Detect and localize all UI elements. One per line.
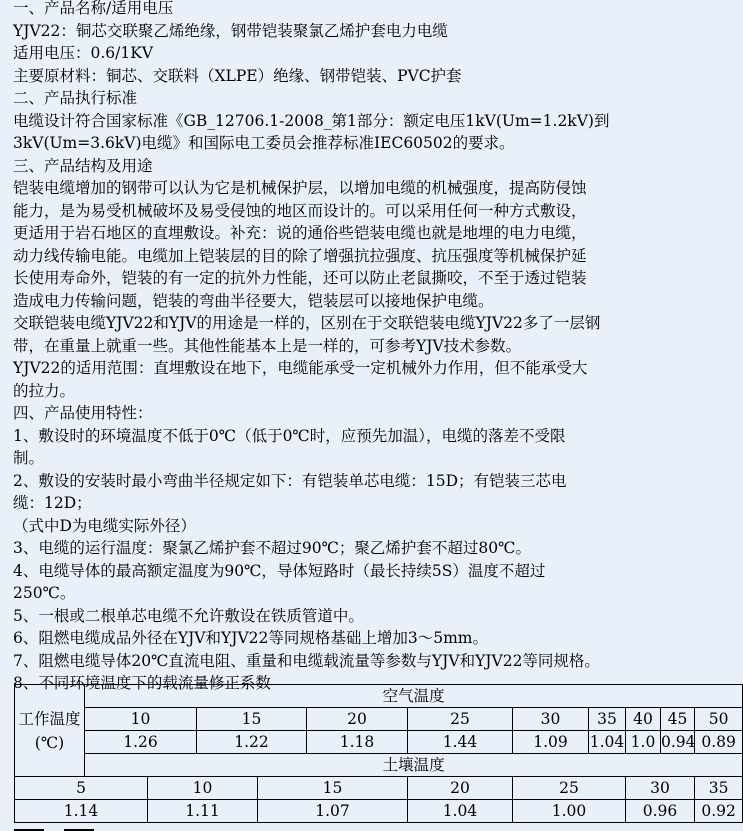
- text-line: 4、电缆导体的最高额定温度为90℃，导体短路时（最长持续5S）温度不超过: [13, 561, 546, 580]
- soil-temperature-row: [15, 777, 743, 800]
- air-temperature-row: [15, 708, 743, 731]
- soil-factor-cell: 1.11: [148, 800, 258, 823]
- text-line: 适用电压：0.6/1KV: [13, 44, 154, 62]
- soil-factor-cell: 1.07: [258, 800, 408, 823]
- soil-temp-cell: 5: [15, 777, 148, 800]
- text-line: 3、电缆的运行温度：聚氯乙烯护套不超过90℃；聚乙烯护套不超过80℃。: [13, 539, 531, 557]
- text-line: 带，在重量上就重一些。其他性能基本上是一样的，可参考YJV技术参数。: [13, 336, 522, 355]
- text-line: 缆：12D；: [13, 494, 92, 512]
- air-factor-cell: 0.89: [695, 731, 743, 754]
- air-temp-cell: 40: [626, 708, 661, 731]
- correction-factor-table: [14, 684, 743, 823]
- air-factor-cell: 1.18: [307, 731, 408, 754]
- text-line: 主要原材料：铜芯、交联料（XLPE）绝缘、钢带铠装、PVC护套: [13, 66, 462, 85]
- text-line: 动力线传输电能。电缆加上铠装层的目的除了增强抗拉强度、抗压强度等机械保护延: [13, 246, 587, 265]
- text-line: 8、不同环境温度下的载流量修正系数: [13, 674, 271, 692]
- text-line: 1、敷设时的环境温度不低于0℃（低于0℃时，应预先加温），电缆的落差不受限: [13, 426, 566, 445]
- air-factor-cell: 1.22: [197, 731, 307, 754]
- air-factor-cell: 0.94: [661, 731, 695, 754]
- air-temp-cell: 30: [513, 708, 589, 731]
- air-temperature-header: 空气温度: [85, 685, 743, 708]
- air-factor-cell: 1.44: [408, 731, 513, 754]
- soil-temp-cell: 10: [148, 777, 258, 800]
- soil-temp-cell: 30: [626, 777, 695, 800]
- soil-factor-cell: 0.96: [626, 800, 695, 823]
- text-line: 三、产品结构及用途: [13, 156, 153, 175]
- soil-temp-cell: 25: [513, 777, 626, 800]
- text-line: 2、敷设的安装时最小弯曲半径规定如下：有铠装单芯电缆：15D；有铠装三芯电: [13, 471, 567, 490]
- cut-off-text-fragment: [14, 826, 134, 831]
- air-temp-cell: 50: [695, 708, 743, 731]
- text-line: 5、一根或二根单芯电缆不允许敷设在铁质管道中。: [13, 606, 364, 625]
- text-line: 的拉力。: [13, 381, 76, 400]
- text-line: 电缆设计符合国家标准《GB_12706.1-2008_第1部分：额定电压1kV(Um=1.2kV)到: [13, 111, 610, 130]
- soil-factor-row: [15, 800, 743, 823]
- text-line: 造成电力传输问题，铠装的弯曲半径要大，铠装层可以接地保护电缆。: [13, 291, 494, 310]
- working-temperature-label: 工作温度(℃): [15, 685, 85, 777]
- soil-factor-cell: 1.04: [408, 800, 513, 823]
- air-temp-cell: 20: [307, 708, 408, 731]
- soil-temperature-header: 土壤温度: [85, 754, 743, 777]
- text-line: 铠装电缆增加的钢带可以认为它是机械保护层，以增加电缆的机械强度，提高防侵蚀: [13, 179, 587, 197]
- air-factor-row: [15, 731, 743, 754]
- text-line: 制。: [13, 449, 45, 467]
- soil-factor-cell: 1.00: [513, 800, 626, 823]
- text-line: （式中D为电缆实际外径）: [13, 516, 196, 535]
- air-temp-cell: 25: [408, 708, 513, 731]
- air-temp-cell: 45: [661, 708, 695, 731]
- text-line: 一、产品名称/适用电压: [13, 0, 174, 17]
- text-line: YJV22的适用范围：直埋敷设在地下，电缆能承受一定机械外力作用，但不能承受大: [13, 359, 588, 377]
- soil-factor-cell: 1.14: [15, 800, 148, 823]
- soil-temp-cell: 20: [408, 777, 513, 800]
- text-line: 二、产品执行标准: [13, 89, 138, 107]
- air-factor-cell: 1.26: [85, 731, 197, 754]
- air-factor-cell: 1.09: [513, 731, 589, 754]
- text-line: YJV22：铜芯交联聚乙烯绝缘，钢带铠装聚氯乙烯护套电力电缆: [13, 21, 448, 40]
- air-factor-cell: 1.0: [626, 731, 661, 754]
- soil-factor-cell: 0.92: [695, 800, 743, 823]
- text-line: 7、阻燃电缆导体20℃直流电阻、重量和电缆载流量等参数与YJV和YJV22等同规格。: [13, 651, 600, 670]
- air-temp-cell: 15: [197, 708, 307, 731]
- text-line: 3kV(Um=3.6kV)电缆》和国际电工委员会推荐标准IEC60502的要求。: [13, 134, 515, 152]
- text-line: 交联铠装电缆YJV22和YJV的用途是一样的，区别在于交联铠装电缆YJV22多了一层钢: [13, 314, 601, 332]
- text-line: 250℃。: [13, 584, 76, 602]
- air-factor-cell: 1.04: [589, 731, 626, 754]
- text-line: 更适用于岩石地区的直埋敷设。补充：说的通俗些铠装电缆也就是地埋的电力电缆，: [13, 224, 587, 242]
- text-line: 四、产品使用特性：: [13, 404, 153, 422]
- text-line: 能力，是为易受机械破坏及易受侵蚀的地区而设计的。可以采用任何一种方式敷设，: [13, 201, 587, 220]
- correction-factor-table-wrap: [14, 684, 736, 823]
- soil-temp-cell: 35: [695, 777, 743, 800]
- text-line: 长使用寿命外，铠装的有一定的抗外力性能，还可以防止老鼠撕咬，不至于透过铠装: [13, 269, 587, 287]
- soil-temp-cell: 15: [258, 777, 408, 800]
- text-line: 6、阻燃电缆成品外径在YJV和YJV22等同规格基础上增加3～5mm。: [13, 629, 488, 647]
- air-temp-cell: 35: [589, 708, 626, 731]
- air-temp-cell: 10: [85, 708, 197, 731]
